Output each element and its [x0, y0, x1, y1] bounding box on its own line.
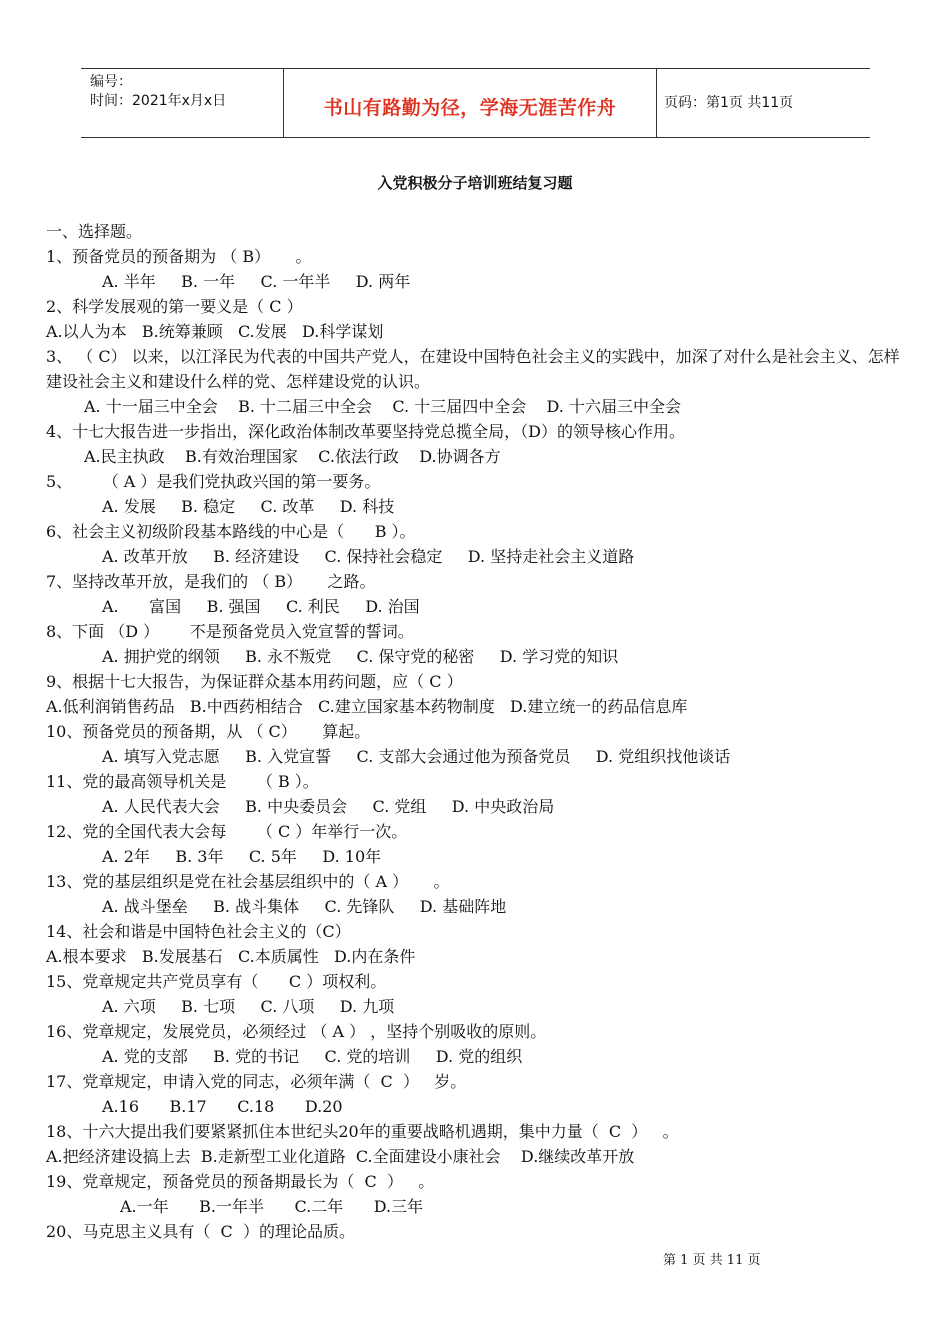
question-13: 13、党的基层组织是党在社会基层组织中的（ A ） 。 — [46, 872, 450, 891]
time-label: 时间：2021年x月x日 — [90, 93, 227, 109]
options-8: A. 拥护党的纲领 B. 永不叛党 C. 保守党的秘密 D. 学习党的知识 — [102, 647, 619, 666]
question-5: 5、 （ A ）是我们党执政兴国的第一要务。 — [46, 472, 381, 491]
question-4: 4、十七大报告进一步指出，深化政治体制改革要坚持党总揽全局，（D）的领导核心作用。 — [46, 422, 686, 441]
options-4: A.民主执政 B.有效治理国家 C.依法行政 D.协调各方 — [84, 447, 501, 466]
options-6: A. 改革开放 B. 经济建设 C. 保持社会稳定 D. 坚持走社会主义道路 — [102, 547, 635, 566]
header-table — [81, 68, 870, 138]
header-page-cell — [656, 69, 870, 137]
question-16: 16、党章规定，发展党员，必须经过 （ A ） ，坚持个别吸收的原则。 — [46, 1022, 547, 1041]
question-1: 1、预备党员的预备期为 （ B） 。 — [46, 247, 312, 266]
options-19: A.一年 B.一年半 C.二年 D.三年 — [120, 1197, 424, 1216]
question-list — [46, 219, 906, 1244]
question-7: 7、坚持改革开放，是我们的 （ B） 之路。 — [46, 572, 376, 591]
options-16: A. 党的支部 B. 党的书记 C. 党的培训 D. 党的组织 — [102, 1047, 523, 1066]
options-3: A. 十一届三中全会 B. 十二届三中全会 C. 十三届四中全会 D. 十六届三中全会 — [84, 397, 681, 416]
options-2: A.以人为本 B.统筹兼顾 C.发展 D.科学谋划 — [46, 322, 384, 341]
options-18: A.把经济建设搞上去 B.走新型工业化道路 C.全面建设小康社会 D.继续改革开放 — [46, 1147, 635, 1166]
page-footer: 第 1 页 共 11 页 — [663, 1253, 761, 1268]
question-20: 20、马克思主义具有（ C ）的理论品质。 — [46, 1222, 355, 1241]
header-meta-cell — [81, 69, 283, 137]
options-5: A. 发展 B. 稳定 C. 改革 D. 科技 — [102, 497, 395, 516]
question-6: 6、社会主义初级阶段基本路线的中心是（ B ）。 — [46, 522, 416, 541]
question-8: 8、下面 （D ） 不是预备党员入党宣誓的誓词。 — [46, 622, 414, 641]
question-12: 12、党的全国代表大会每 （ C ）年举行一次。 — [46, 822, 408, 841]
question-3: 3、 （ C） 以来，以江泽民为代表的中国共产党人，在建设中国特色社会主义的实践中，加深了对什么是社会主义、怎样建设社会主义和建设什么样的党、怎样建设党的认识。 — [46, 347, 900, 391]
question-19: 19、党章规定，预备党员的预备期最长为（ C ） 。 — [46, 1172, 435, 1191]
document-title: 入党积极分子培训班结复习题 — [377, 174, 573, 192]
options-12: A. 2年 B. 3年 C. 5年 D. 10年 — [102, 847, 382, 866]
options-1: A. 半年 B. 一年 C. 一年半 D. 两年 — [102, 272, 411, 291]
options-11: A. 人民代表大会 B. 中央委员会 C. 党组 D. 中央政治局 — [102, 797, 555, 816]
options-10: A. 填写入党志愿 B. 入党宣誓 C. 支部大会通过他为预备党员 D. 党组织找他谈话 — [102, 747, 731, 766]
options-13: A. 战斗堡垒 B. 战斗集体 C. 先锋队 D. 基础阵地 — [102, 897, 507, 916]
options-9: A.低利润销售药品 B.中西药相结合 C.建立国家基本药物制度 D.建立统一的药品信息库 — [46, 697, 688, 716]
question-15: 15、党章规定共产党员享有（ C ）项权利。 — [46, 972, 387, 991]
code-label: 编号： — [90, 74, 132, 90]
options-15: A. 六项 B. 七项 C. 八项 D. 九项 — [102, 997, 395, 1016]
question-9: 9、根据十七大报告，为保证群众基本用药问题，应（ C ） — [46, 672, 463, 691]
motto: 书山有路勤为径，学海无涯苦作舟 — [323, 97, 617, 119]
section-heading: 一、选择题。 — [46, 222, 143, 241]
question-11: 11、党的最高领导机关是 （ B ）。 — [46, 772, 319, 791]
options-7: A. 富国 B. 强国 C. 利民 D. 治国 — [102, 597, 420, 616]
question-2: 2、科学发展观的第一要义是（ C ） — [46, 297, 303, 316]
question-10: 10、预备党员的预备期，从 （ C） 算起。 — [46, 722, 371, 741]
header-motto-cell — [283, 69, 657, 137]
question-17: 17、党章规定，申请入党的同志，必须年满（ C ） 岁。 — [46, 1072, 467, 1091]
question-14: 14、社会和谐是中国特色社会主义的（C） — [46, 922, 351, 941]
page-info: 页码：第1页 共11页 — [664, 95, 794, 111]
options-14: A.根本要求 B.发展基石 C.本质属性 D.内在条件 — [46, 947, 416, 966]
options-17: A.16 B.17 C.18 D.20 — [102, 1097, 343, 1116]
question-18: 18、十六大提出我们要紧紧抓住本世纪头20年的重要战略机遇期，集中力量（ C ） 。 — [46, 1122, 679, 1141]
